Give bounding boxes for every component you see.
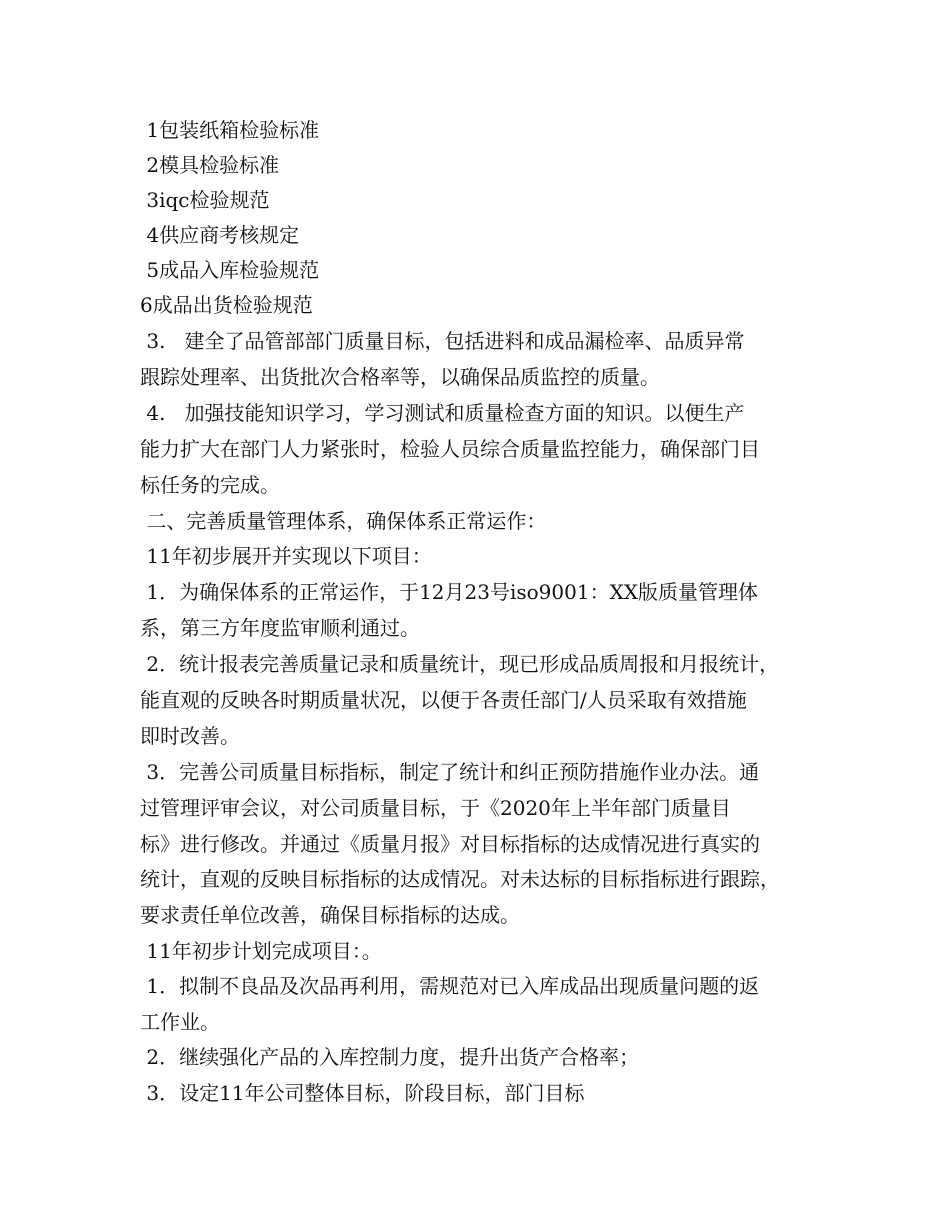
text-line: 系，第三方年度监审顺利通过。 xyxy=(140,616,420,640)
text-line: 要求责任单位改善，确保目标指标的达成。 xyxy=(140,903,520,927)
text-line: 能力扩大在部门人力紧张时，检验人员综合质量监控能力，确保部门目 xyxy=(140,437,760,461)
text-line: 4. 加强技能知识学习，学习测试和质量检查方面的知识。以便生产 xyxy=(140,401,745,425)
text-line: 11年初步展开并实现以下项目： xyxy=(140,544,432,568)
text-line: 11年初步计划完成项目：。 xyxy=(140,939,382,963)
text-line: 2．统计报表完善质量记录和质量统计，现已形成品质周报和月报统计， xyxy=(140,652,780,676)
text-line: 3. 建全了品管部部门质量目标，包括进料和成品漏检率、品质异常 xyxy=(140,329,745,353)
text-line: 3．完善公司质量目标指标，制定了统计和纠正预防措施作业办法。通 xyxy=(140,760,760,784)
text-line: 跟踪处理率、出货批次合格率等，以确保品质监控的质量。 xyxy=(140,365,660,389)
text-line: 1．拟制不良品及次品再利用，需规范对已入库成品出现质量问题的返 xyxy=(140,974,760,998)
text-line: 统计，直观的反映目标指标的达成情况。对未达标的目标指标进行跟踪， xyxy=(140,867,780,891)
text-line: 过管理评审会议，对公司质量目标，于《2020年上半年部门质量目 xyxy=(140,796,731,820)
text-line: 3．设定11年公司整体目标，阶段目标，部门目标 xyxy=(140,1081,585,1105)
text-line: 标》进行修改。并通过《质量月报》对目标指标的达成情况进行真实的 xyxy=(140,832,760,856)
text-line: 3iqc检验规范 xyxy=(140,188,270,212)
text-line: 2．继续强化产品的入库控制力度，提升出货产合格率； xyxy=(140,1045,640,1069)
text-line: 能直观的反映各时期质量状况，以便于各责任部门/人员采取有效措施 xyxy=(140,688,747,712)
text-line: 工作业。 xyxy=(140,1010,220,1034)
text-line: 2模具检验标准 xyxy=(140,153,280,177)
text-line: 标任务的完成。 xyxy=(140,473,280,497)
text-line: 1．为确保体系的正常运作，于12月23号iso9001：XX版质量管理体 xyxy=(140,580,759,604)
section-heading: 二、完善质量管理体系，确保体系正常运作： xyxy=(140,509,547,533)
text-line: 即时改善。 xyxy=(140,724,240,748)
text-line: 5成品入库检验规范 xyxy=(140,258,320,282)
text-line: 1包装纸箱检验标准 xyxy=(140,118,320,142)
text-line: 4供应商考核规定 xyxy=(140,223,300,247)
text-line: 6成品出货检验规范 xyxy=(140,293,313,317)
